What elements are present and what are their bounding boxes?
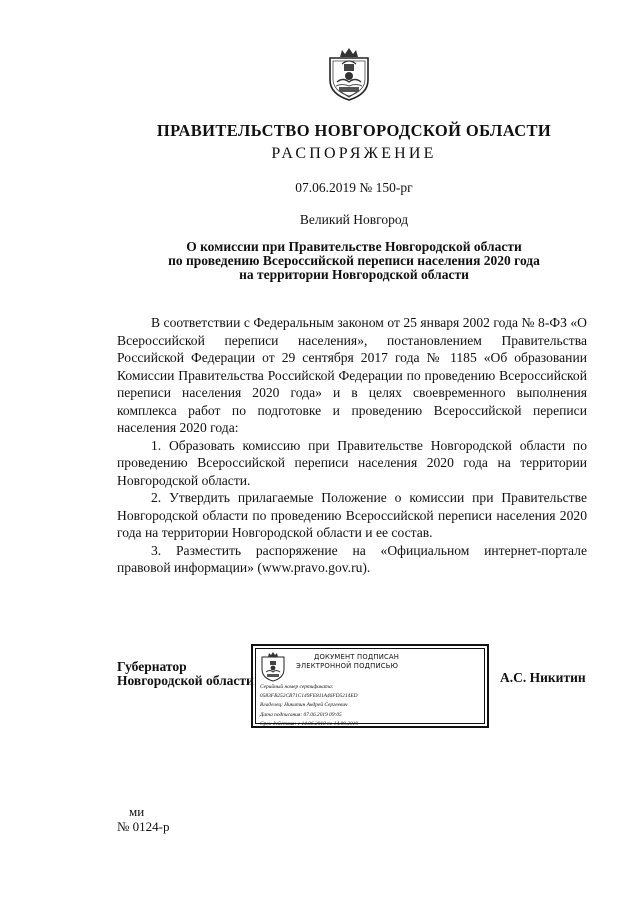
org-name: ПРАВИТЕЛЬСТВО НОВГОРОДСКОЙ ОБЛАСТИ [156, 121, 552, 140]
registration-number: № 0124-р [117, 819, 170, 834]
document-type: РАСПОРЯЖЕНИЕ [271, 145, 437, 162]
title-line: О комиссии при Правительстве Новгородской области [186, 239, 522, 254]
date-and-number: 07.06.2019 № 150-рг [295, 180, 413, 195]
stamp-emblem-icon [260, 652, 286, 682]
clause-paragraph: 3. Разместить распоряжение на «Официальном интернет-портале правовой информации» (www.pravo.gov.ru). [117, 542, 587, 575]
stamp-details [260, 683, 358, 729]
stamp-heading [296, 653, 399, 671]
document-footer [117, 804, 169, 834]
document-title [0, 240, 640, 282]
stamp-heading-line: ЭЛЕКТРОННОЙ ПОДПИСЬЮ [296, 662, 399, 670]
position-line: Новгородской области [117, 673, 254, 688]
executor-initials: ми [129, 804, 145, 819]
clause-paragraph: 2. Утвердить прилагаемые Положение о комиссии при Правительстве Новгородской области по проведению Всероссийской переписи населения 2020 года на территории Новгородской области и ее состав. [117, 490, 587, 540]
certificate-serial: 0583FB252CB71C149FE811A46FD5214ED [260, 693, 358, 700]
signer-position [117, 660, 254, 688]
coat-of-arms-icon [326, 48, 372, 102]
certificate-owner: Владелец: Никитин Андрей Сергеевич [260, 702, 348, 709]
title-line: на территории Новгородской области [239, 267, 469, 282]
certificate-label: Серийный номер сертификата: [260, 684, 334, 690]
electronic-signature-stamp [251, 644, 489, 728]
stamp-inner-frame [255, 648, 485, 727]
city: Великий Новгород [299, 212, 409, 227]
preamble-paragraph: В соответствии с Федеральным законом от 25 января 2002 года № 8-ФЗ «О Всероссийской переписи населения», постановлением Правительства Российской Федерации от 29 сентября 2017 года № 1185 «Об образовании Комиссии Правительства Российской Федерации по проведению Всероссийской переписи населения 2020 года» и в целях своевременного выполнения комплекса работ по подготовке и проведению Всероссийской переписи населения 2020 года: [117, 315, 587, 435]
certificate-validity: Срок действия: с 14.06.2018 по 14.09.2019 [260, 720, 359, 727]
signing-date: Дата подписания: 07.06.2019 09:05 [260, 711, 342, 718]
position-line: Губернатор [117, 659, 187, 674]
title-line: по проведению Всероссийской переписи населения 2020 года [168, 253, 540, 268]
stamp-heading-line: ДОКУМЕНТ ПОДПИСАН [314, 653, 400, 661]
signer-name: А.С. Никитин [500, 670, 586, 685]
clause-paragraph: 1. Образовать комиссию при Правительстве Новгородской области по проведению Всероссийской переписи населения 2020 года на территории Новгородской области. [117, 437, 587, 488]
document-body [117, 314, 587, 577]
